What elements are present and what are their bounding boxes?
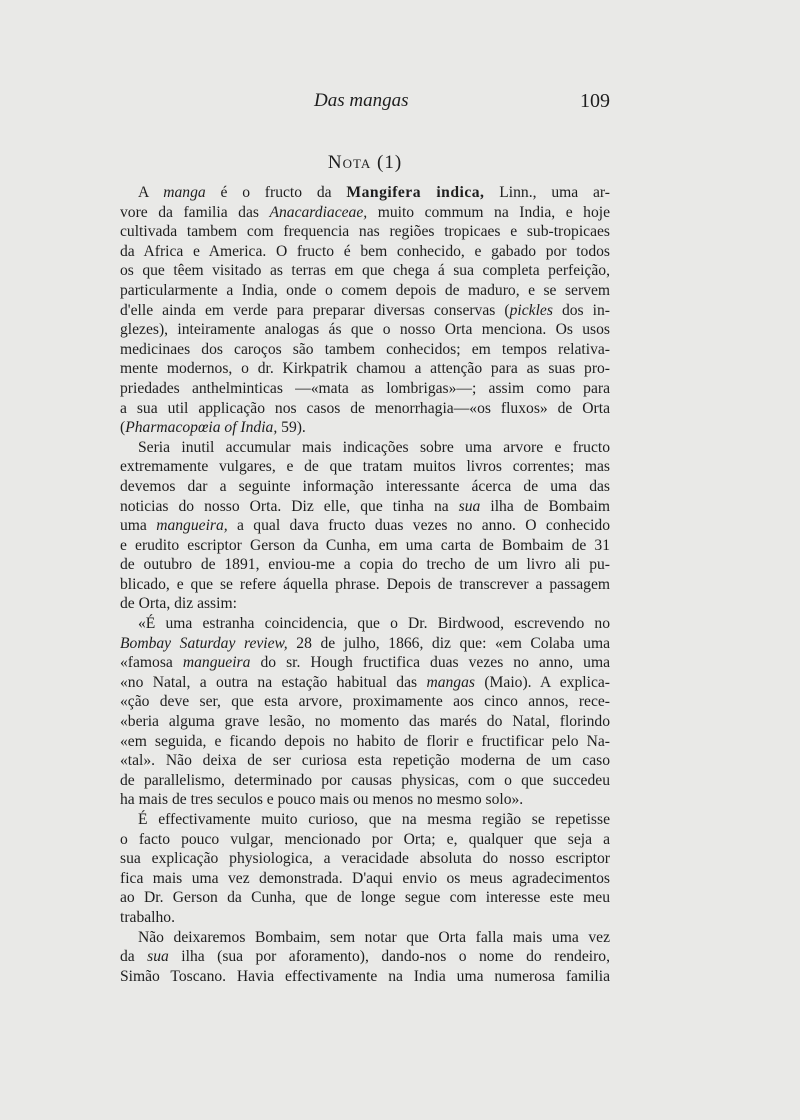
text-line	[120, 771, 610, 791]
text-line	[120, 673, 610, 693]
text-run: e erudito escriptor Gerson da Cunha, em uma carta de Bombaim de 31	[120, 536, 610, 554]
text-run: devemos dar a seguinte informação interessante ácerca de uma das	[120, 477, 610, 495]
text-run: da Africa e America. O fructo é bem conhecido, e gabado por todos	[120, 242, 610, 260]
note-heading: Nota (1)	[327, 152, 403, 173]
text-line	[120, 869, 610, 889]
text-line	[120, 203, 610, 223]
text-run: fica mais uma vez demonstrada. D'aqui envio os meus agradecimentos	[120, 869, 610, 887]
text-run: mente modernos, o dr. Kirkpatrik chamou a attenção para as suas pro-	[120, 360, 610, 378]
text-run: sua explicação physiologica, a veracidade absoluta do nosso escriptor	[120, 850, 610, 868]
text-run: Não deixaremos Bombaim, sem notar que Orta falla mais uma vez	[138, 928, 610, 946]
text-line	[120, 536, 610, 556]
italic-text: manga	[163, 184, 206, 201]
text-run: ilha (sua por aforamento), dando-nos o nome do rendeiro,	[168, 948, 610, 966]
text-run: (	[120, 419, 126, 437]
text-line	[120, 379, 610, 399]
text-line	[120, 183, 610, 203]
italic-text: mangueira	[182, 654, 251, 672]
text-line	[120, 849, 610, 869]
text-run: extremamente vulgares, e de que tratam muitos livros correntes; mas	[120, 458, 610, 476]
text-line	[120, 810, 610, 830]
text-run: o facto pouco vulgar, mencionado por Orta; e, qualquer que seja a	[120, 830, 610, 848]
text-run: trabalho.	[120, 908, 175, 926]
text-line	[120, 242, 610, 262]
text-run: «É uma estranha coincidencia, que o Dr. Birdwood, escrevendo no	[138, 615, 610, 633]
italic-text: sua	[147, 948, 169, 966]
text-run: «em seguida, e ficando depois no habito de florir e fructificar pelo Na-	[120, 732, 610, 750]
text-run: vore da familia das	[120, 203, 270, 221]
text-run: «ção deve ser, que esta arvore, proximamente aos cinco annos, rece-	[120, 693, 610, 711]
running-head	[120, 90, 610, 120]
text-run: priedades anthelminticas —«mata as lombrigas»—; assim como para	[120, 379, 610, 397]
text-line	[120, 692, 610, 712]
text-line	[120, 457, 610, 477]
bold-text: Mangifera indica,	[346, 184, 485, 201]
text-run: «beria alguma grave lesão, no momento das marés do Natal, florindo	[120, 713, 610, 731]
page-number: 109	[580, 90, 610, 112]
running-head-title: Das mangas	[314, 90, 409, 111]
italic-text: Anacardiaceae,	[269, 203, 368, 221]
text-run: cultivada tambem com frequencia nas regiões tropicaes e sub-tropicaes	[120, 223, 610, 241]
text-run: de parallelismo, determinado por causas physicas, com o que succedeu	[120, 771, 610, 789]
text-line	[120, 888, 610, 908]
text-line	[120, 320, 610, 340]
text-line	[120, 340, 610, 360]
italic-text: Bombay Saturday review,	[120, 634, 288, 652]
text-line	[120, 575, 610, 595]
text-run: d'elle ainda em verde para preparar diversas conservas (	[120, 301, 510, 319]
text-run: uma	[120, 517, 157, 535]
text-line	[120, 947, 610, 967]
text-line	[120, 555, 610, 575]
text-line	[120, 438, 610, 458]
body-text	[120, 183, 610, 986]
text-line	[120, 712, 610, 732]
text-run: medicinaes dos caroços são tambem conhecidos; em tempos relativa-	[120, 340, 610, 358]
text-line	[120, 477, 610, 497]
text-run: Simão Toscano. Havia effectivamente na India uma numerosa familia	[120, 967, 610, 985]
text-line	[120, 594, 610, 614]
text-line	[120, 222, 610, 242]
text-line	[120, 653, 610, 673]
text-line	[120, 399, 610, 419]
text-run: dos in-	[552, 301, 610, 319]
text-run: (Maio). A explica-	[474, 673, 610, 691]
text-line	[120, 418, 610, 438]
text-line	[120, 497, 610, 517]
text-line	[120, 516, 610, 536]
text-run: a sua util applicação nos casos de menorrhagia—«os fluxos» de Orta	[120, 399, 610, 417]
text-line	[120, 908, 610, 928]
text-run: «no Natal, a outra na estação habitual das	[120, 673, 427, 691]
text-run: 28 de julho, 1866, diz que: «em Colaba uma	[287, 634, 610, 652]
text-line	[120, 790, 610, 810]
text-line	[120, 928, 610, 948]
text-line	[120, 634, 610, 654]
italic-text: sua	[458, 497, 481, 515]
text-run: de outubro de 1891, enviou-me a copia do trecho de um livro ali pu-	[120, 556, 610, 574]
italic-text: Pharmacopœia of India,	[125, 419, 278, 437]
text-line	[120, 732, 610, 752]
text-line	[120, 614, 610, 634]
text-run: ilha de Bombaim	[480, 497, 610, 515]
text-run: noticias do nosso Orta. Diz elle, que tinha na	[120, 497, 459, 515]
text-run: é o fructo da	[205, 184, 347, 201]
text-run: 59).	[277, 419, 306, 437]
text-run: glezes), inteiramente analogas ás que o nosso Orta menciona. Os usos	[120, 321, 610, 339]
text-line	[120, 751, 610, 771]
text-line	[120, 261, 610, 281]
text-run: É effectivamente muito curioso, que na mesma região se repetisse	[138, 811, 610, 828]
text-run: a qual dava fructo duas vezes no anno. O conhecido	[227, 517, 610, 535]
italic-text: mangueira,	[156, 517, 228, 535]
text-run: do sr. Hough fructifica duas vezes no anno, uma	[250, 654, 610, 672]
text-run: da	[120, 948, 148, 966]
italic-text: mangas	[426, 673, 475, 691]
text-line	[120, 301, 610, 321]
italic-text: pickles	[509, 301, 553, 319]
text-run: «tal». Não deixa de ser curiosa esta repetição moderna de um caso	[120, 752, 610, 770]
text-run: blicado, e que se refere áquella phrase. Depois de transcrever a passagem	[120, 575, 610, 593]
text-run: os que têem visitado as terras em que chega á sua completa perfeição,	[120, 262, 610, 280]
text-line	[120, 830, 610, 850]
text-run: Linn., uma ar-	[484, 184, 610, 201]
text-run: A	[138, 184, 164, 201]
text-line	[120, 967, 610, 987]
text-line	[120, 281, 610, 301]
text-run: de Orta, diz assim:	[120, 595, 237, 613]
text-line	[120, 359, 610, 379]
text-run: Seria inutil accumular mais indicações sobre uma arvore e fructo	[138, 438, 610, 456]
text-run: «famosa	[120, 654, 183, 672]
text-run: particularmente a India, onde o comem depois de maduro, e se servem	[120, 281, 610, 299]
text-run: ha mais de tres seculos e pouco mais ou menos no mesmo solo».	[120, 791, 524, 809]
text-run: muito commum na India, e hoje	[367, 203, 611, 221]
text-run: ao Dr. Gerson da Cunha, que de longe segue com interesse este meu	[120, 889, 610, 907]
